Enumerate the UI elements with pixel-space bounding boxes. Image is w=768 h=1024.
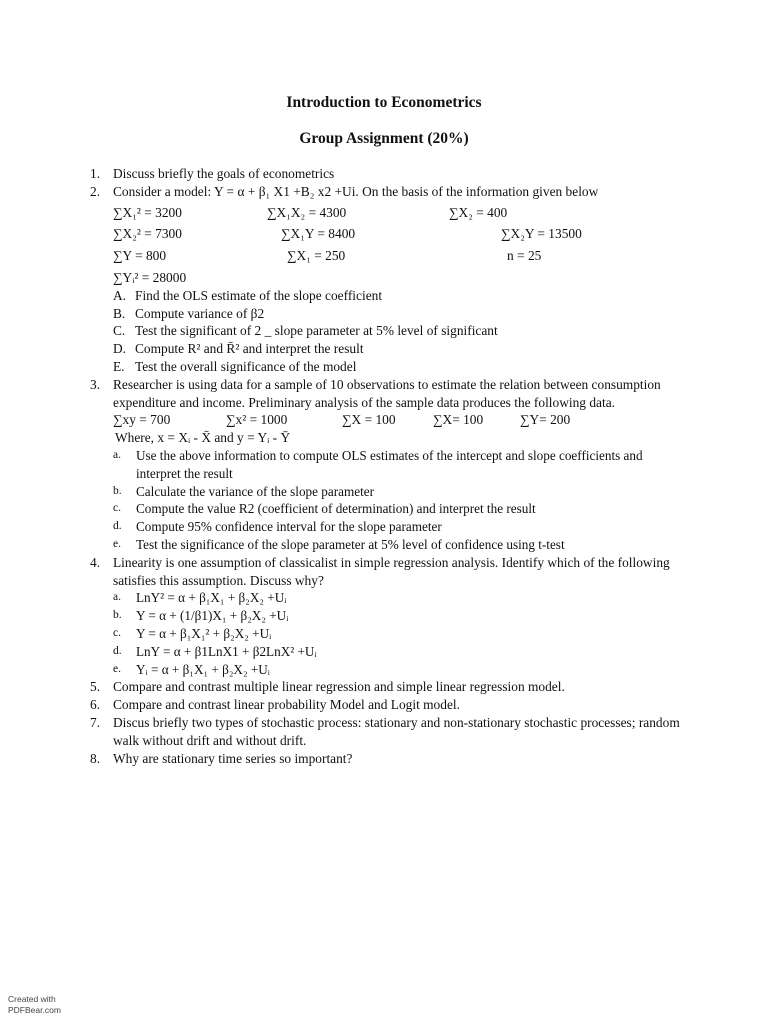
question-6 [90,696,690,714]
item-label: d. [113,644,122,657]
question-number: 2. [90,183,101,199]
question-list [90,165,690,767]
item-label: a. [113,591,121,604]
question-number: 6. [90,697,101,713]
item-text: Compute variance of β2 [135,305,265,321]
document-subtitle: Group Assignment (20%) [299,130,469,147]
item-label: b. [113,609,122,622]
list-item [113,643,690,661]
question-text: Consider a model: Y = α + β₁ X1 +B₂ x2 +Ui. On the basis of the information given below [113,183,599,199]
item-text: LnY² = α + β₁X₁ + β₂X₂ +Uᵢ [136,590,287,606]
list-item [113,589,690,607]
item-label: c. [113,626,121,639]
where-definition: Where, x = Xᵢ - X̄ and y = Yᵢ - Ȳ [115,430,291,446]
list-item [113,500,690,518]
list-item [113,358,690,376]
item-label: d. [113,520,122,533]
item-label: D. [113,341,127,357]
question-text: Discuss briefly the goals of econometrics [113,166,335,181]
item-text: Test the significant of 2 _ slope parameter at 5% level of significant [135,323,498,339]
question-number: 8. [90,750,101,766]
list-item [113,447,690,483]
question-text: Compare and contrast multiple linear regression and simple linear regression model. [113,679,565,695]
summation-value: ∑X₁X₂ = 4300 [267,204,347,220]
summation-value: ∑X= 100 [433,412,484,428]
question-text: Researcher is using data for a sample of 10 observations to estimate the relation between consumption expenditure and income. Preliminary analysis of the sample data produces the following data. [113,376,661,410]
question-number: 1. [90,166,101,181]
summation-value: ∑X₂ = 400 [449,204,508,220]
item-label: C. [113,323,126,339]
document-title: Introduction to Econometrics [286,94,482,111]
summation-value: ∑Y = 800 [113,248,167,264]
list-item [113,340,690,358]
summation-value: ∑X₁² = 3200 [113,204,182,220]
item-text: Calculate the variance of the slope parameter [136,483,374,499]
summation-value: ∑X₁ = 250 [287,248,346,264]
question-4 [90,554,690,679]
question-7 [90,714,690,750]
question-text: Discus briefly two types of stochastic process: stationary and non-stationary stochastic processes; random walk without drift and without drift. [113,714,680,748]
item-text: Y = α + (1/β1)X₁ + β₂X₂ +Uᵢ [136,608,289,624]
item-label: E. [113,358,125,374]
item-text: LnY = α + β1LnX1 + β2LnX² +Uᵢ [136,643,317,659]
list-item [113,287,690,305]
summation-value: ∑X₁Y = 8400 [281,226,356,242]
list-item [113,536,690,554]
summation-value: ∑X₂² = 7300 [113,226,182,242]
summation-row [113,225,690,243]
question-number: 5. [90,679,101,695]
item-label: A. [113,287,127,303]
list-item [113,518,690,536]
item-text: Yᵢ = α + β₁X₁ + β₂X₂ +Uᵢ [136,661,270,677]
summation-value: ∑Yᵢ² = 28000 [113,269,187,285]
list-item [113,483,690,501]
question-number: 4. [90,554,101,570]
question-3 [90,376,690,554]
item-label: e. [113,662,121,675]
summation-row [113,269,690,287]
summation-value: ∑Y= 200 [520,412,571,428]
summation-value: ∑x² = 1000 [226,412,288,428]
list-item [113,607,690,625]
list-item [113,661,690,679]
summation-row [113,247,690,265]
question-1 [90,165,690,183]
question-8 [90,750,690,768]
question-text: Linearity is one assumption of classicalist in simple regression analysis. Identify which of the following satisfies this assumption. Discuss why? [113,554,670,588]
item-text: Find the OLS estimate of the slope coefficient [135,287,383,303]
item-text: Compute 95% confidence interval for the slope parameter [136,519,442,535]
item-label: c. [113,502,121,515]
item-text: Compute R² and R̄² and interpret the result [135,341,364,357]
summation-value: n = 25 [507,248,542,264]
question-number: 3. [90,376,101,392]
item-label: b. [113,484,122,497]
item-text: Test the overall significance of the model [135,358,357,374]
list-item [113,305,690,323]
question-text: Compare and contrast linear probability Model and Logit model. [113,697,460,713]
question-text: Why are stationary time series so important? [113,750,353,766]
summation-row [113,411,690,429]
question-5 [90,678,690,696]
watermark-link[interactable]: PDFBear.com [8,1005,61,1015]
item-label: B. [113,305,126,321]
item-text: Compute the value R2 (coefficient of determination) and interpret the result [136,501,536,517]
summation-row [113,204,690,222]
item-text: Use the above information to compute OLS estimates of the intercept and slope coefficients and interpret the result [136,447,643,481]
item-text: Y = α + β₁X₁² + β₂X₂ +Uᵢ [136,625,272,641]
summation-value: ∑X₂Y = 13500 [501,226,582,242]
item-label: a. [113,448,121,461]
summation-value: ∑xy = 700 [113,412,171,428]
list-item [113,625,690,643]
item-text: Test the significance of the slope parameter at 5% level of confidence using t-test [136,536,565,552]
item-label: e. [113,537,121,550]
list-item [113,322,690,340]
question-number: 7. [90,714,101,730]
watermark-footer [8,994,61,1016]
watermark-line: Created with [8,994,56,1004]
question-2 [90,183,690,376]
summation-value: ∑X = 100 [342,412,396,428]
